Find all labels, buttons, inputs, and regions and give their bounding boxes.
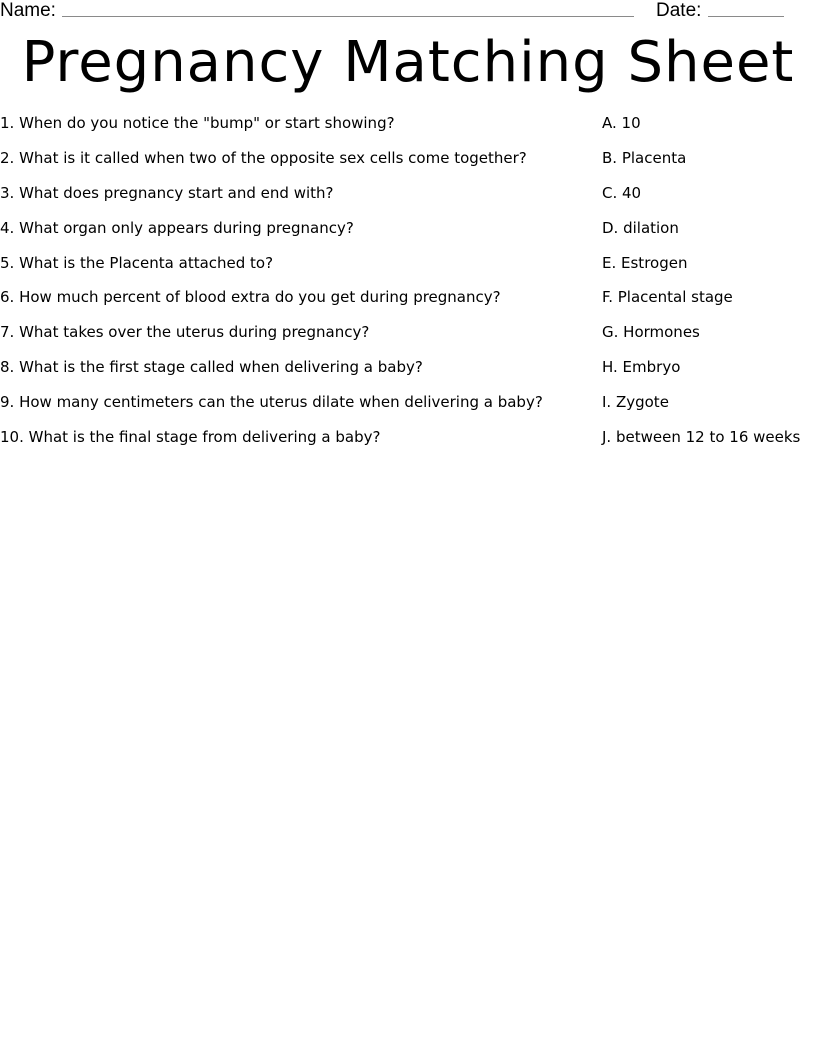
question-item: 2. What is it called when two of the opposite sex cells come together?	[0, 148, 527, 167]
page-title: Pregnancy Matching Sheet	[21, 30, 795, 95]
question-item: 10. What is the final stage from delivering a baby?	[0, 428, 381, 447]
answer-item: F. Placental stage	[602, 288, 733, 307]
question-item: 9. How many centimeters can the uterus dilate when delivering a baby?	[0, 393, 543, 412]
question-item: 3. What does pregnancy start and end with?	[0, 183, 334, 202]
name-label: Name:	[0, 0, 56, 21]
question-item: 1. When do you notice the "bump" or start showing?	[0, 114, 395, 132]
answer-item: E. Estrogen	[602, 253, 688, 272]
answer-item: D. dilation	[602, 218, 679, 237]
answer-item: J. between 12 to 16 weeks	[602, 428, 801, 447]
answer-item: A. 10	[602, 114, 641, 132]
question-item: 7. What takes over the uterus during pregnancy?	[0, 323, 370, 342]
answer-item: C. 40	[602, 183, 642, 202]
answer-item: G. Hormones	[602, 323, 700, 342]
answer-list	[602, 112, 814, 461]
worksheet-header	[0, 0, 816, 24]
answer-item: B. Placenta	[602, 148, 687, 167]
question-list	[0, 112, 596, 461]
question-item: 4. What organ only appears during pregnancy?	[0, 218, 354, 237]
name-blank-line	[62, 16, 634, 17]
answer-item: H. Embryo	[602, 358, 681, 377]
date-label: Date:	[656, 0, 702, 21]
question-item: 5. What is the Placenta attached to?	[0, 253, 274, 272]
question-item: 8. What is the first stage called when delivering a baby?	[0, 358, 423, 377]
date-blank-line	[708, 16, 784, 17]
answer-item: I. Zygote	[602, 393, 669, 412]
question-item: 6. How much percent of blood extra do you get during pregnancy?	[0, 288, 501, 307]
